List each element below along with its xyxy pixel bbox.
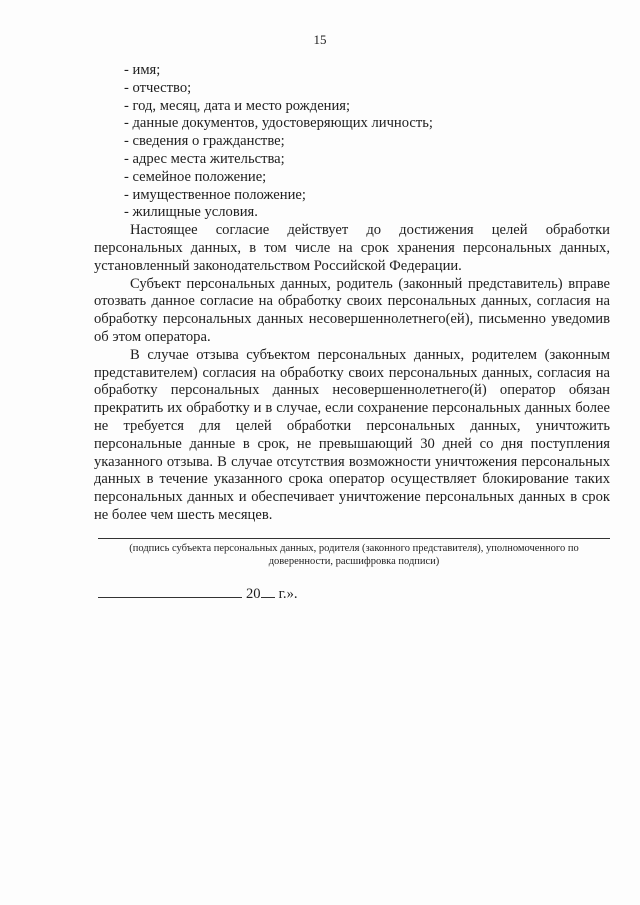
year-prefix: 20 bbox=[246, 586, 261, 602]
date-blank bbox=[98, 585, 242, 598]
year-blank bbox=[261, 585, 275, 598]
list-item: - отчество; bbox=[124, 79, 192, 96]
date-line bbox=[98, 585, 298, 603]
signature-caption: (подпись субъекта персональных данных, родителя (законного представителя), уполномоченного по доверенности, расшифровка подписи) bbox=[129, 543, 579, 567]
list-item: - семейное положение; bbox=[124, 168, 267, 185]
list-item: - данные документов, удостоверяющих личность; bbox=[124, 115, 433, 132]
personal-data-list bbox=[94, 62, 610, 222]
consent-withdrawal-paragraph: Субъект персональных данных, родитель (законный представитель) вправе отозвать данное согласие на обработку своих персональных данных, согласия на обработку персональных данных несовершеннолетнего(ей), письменно уведомив об этом оператора. bbox=[94, 275, 610, 345]
list-item: - жилищные условия. bbox=[124, 204, 258, 221]
list-item: - сведения о гражданстве; bbox=[124, 133, 285, 150]
list-item: - имущественное положение; bbox=[124, 186, 306, 203]
list-item: - имя; bbox=[124, 62, 161, 78]
document-body bbox=[94, 62, 610, 525]
signature-line bbox=[98, 538, 610, 539]
year-suffix: г.». bbox=[278, 586, 298, 602]
page-number: 15 bbox=[313, 32, 327, 47]
list-item: - адрес места жительства; bbox=[124, 150, 285, 167]
withdrawal-processing-paragraph: В случае отзыва субъектом персональных данных, родителем (законным представителем) согласия на обработку своих персональных данных, согласия на обработку персональных данных несовершеннолетнего(й) оператор обязан прекратить их обработку и в случае, если сохранение персональных данных более не требуется для целей обработки персональных данных, уничтожить персональные данные в срок, не превышающий 30 дней со дня поступления указанного отзыва. В случае отсутствия возможности уничтожения персональных данных в течение указанного срока оператор осуществляет блокирование таких персональных данных и обеспечивает уничтожение персональных данных в срок не более чем шесть месяцев. bbox=[94, 346, 610, 523]
list-item: - год, месяц, дата и место рождения; bbox=[124, 97, 351, 114]
consent-validity-paragraph: Настоящее согласие действует до достижения целей обработки персональных данных, в том числе на срок хранения персональных данных, установленный законодательством Российской Федерации. bbox=[94, 222, 610, 274]
